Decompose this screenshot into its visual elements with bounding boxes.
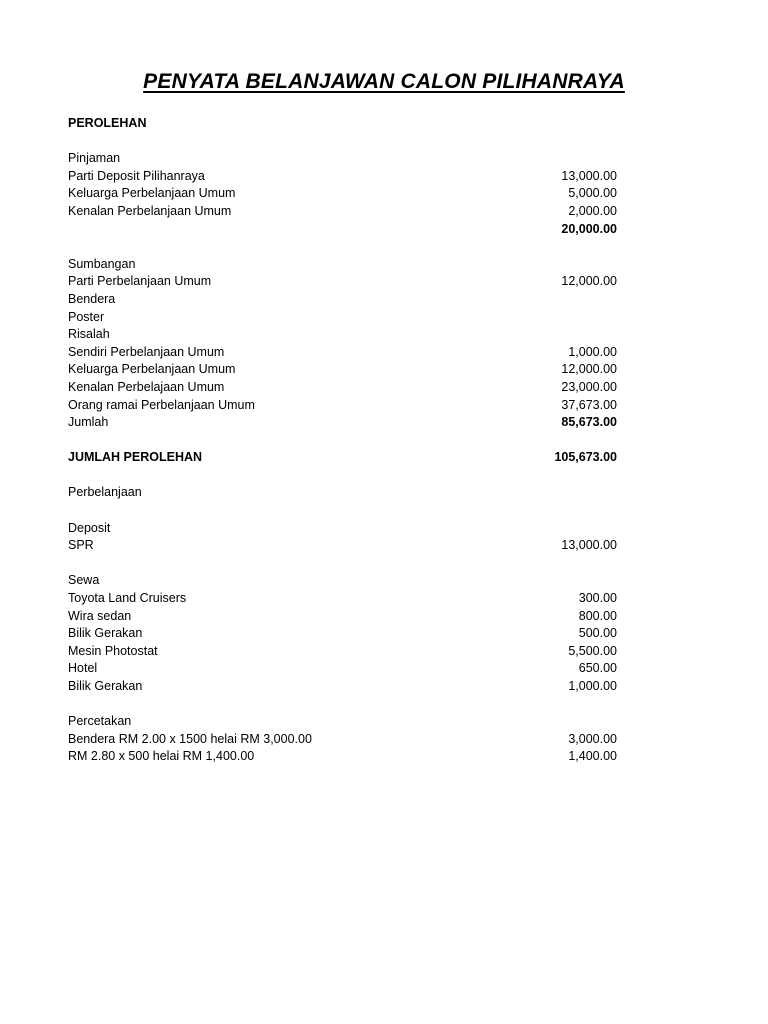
- row-label: Keluarga Perbelanjaan Umum: [68, 186, 236, 201]
- document-title: PENYATA BELANJAWAN CALON PILIHANRAYA: [143, 70, 625, 93]
- spacer: [68, 502, 617, 520]
- statement-row: [68, 414, 617, 432]
- statement-row: [68, 379, 617, 397]
- statement-row: [68, 608, 617, 626]
- row-label: Perbelanjaan: [68, 485, 142, 500]
- row-amount: 5,000.00: [568, 186, 617, 201]
- row-label: Sewa: [68, 573, 100, 588]
- statement-row: [68, 273, 617, 291]
- row-amount: 37,673.00: [561, 397, 617, 412]
- statement-row: [68, 326, 617, 344]
- row-label: Percetakan: [68, 714, 132, 729]
- statement-row: [68, 590, 617, 608]
- row-amount: 13,000.00: [561, 538, 617, 553]
- row-label: Poster: [68, 309, 105, 324]
- row-label: PEROLEHAN: [68, 116, 147, 130]
- row-amount: 1,000.00: [568, 344, 617, 359]
- row-label: Parti Deposit Pilihanraya: [68, 168, 205, 183]
- row-amount: 85,673.00: [561, 415, 617, 430]
- row-amount: 105,673.00: [554, 450, 617, 465]
- row-amount: 800.00: [578, 608, 617, 623]
- statement-row: [68, 115, 617, 133]
- row-label: Kenalan Perbelajaan Umum: [68, 379, 225, 394]
- row-label: Hotel: [68, 661, 98, 676]
- spacer: [68, 555, 617, 573]
- statement-row: [68, 748, 617, 766]
- row-label: Parti Perbelanjaan Umum: [68, 274, 212, 289]
- statement-row: [68, 309, 617, 327]
- row-label: Mesin Photostat: [68, 643, 158, 658]
- row-amount: 650.00: [578, 661, 617, 676]
- row-label: Orang ramai Perbelanjaan Umum: [68, 397, 255, 412]
- statement-row: [68, 256, 617, 274]
- budget-statement: [68, 115, 617, 766]
- row-label: Toyota Land Cruisers: [68, 591, 187, 606]
- row-amount: 1,000.00: [568, 679, 617, 693]
- statement-row: [68, 520, 617, 538]
- row-amount: 3,000.00: [568, 731, 617, 746]
- row-label: Bilik Gerakan: [68, 679, 143, 693]
- row-amount: 500.00: [578, 626, 617, 641]
- statement-row: [68, 397, 617, 415]
- row-label: Sumbangan: [68, 256, 136, 271]
- row-amount: 2,000.00: [568, 203, 617, 218]
- statement-row: [68, 484, 617, 502]
- spacer: [68, 432, 617, 450]
- row-label: RM 2.80 x 500 helai RM 1,400.00: [68, 749, 255, 764]
- row-label: Bilik Gerakan: [68, 626, 143, 641]
- row-amount: 1,400.00: [568, 749, 617, 764]
- row-label: Sendiri Perbelanjaan Umum: [68, 344, 225, 359]
- statement-row: [68, 344, 617, 362]
- row-label: Risalah: [68, 327, 110, 342]
- row-label: Keluarga Perbelanjaan Umum: [68, 362, 236, 377]
- row-label: SPR: [68, 538, 94, 553]
- statement-row: [68, 643, 617, 661]
- row-amount: 5,500.00: [568, 643, 617, 658]
- statement-row: [68, 361, 617, 379]
- row-label: Wira sedan: [68, 608, 132, 623]
- statement-row: [68, 537, 617, 555]
- row-label: Kenalan Perbelanjaan Umum: [68, 203, 232, 218]
- row-amount: 300.00: [578, 591, 617, 606]
- row-amount: 12,000.00: [561, 274, 617, 289]
- row-label: Jumlah: [68, 415, 109, 430]
- statement-row: [68, 660, 617, 678]
- row-label: Pinjaman: [68, 151, 121, 166]
- row-amount: 23,000.00: [561, 379, 617, 394]
- row-amount: 20,000.00: [561, 221, 617, 236]
- row-label: Deposit: [68, 520, 111, 535]
- statement-row: [68, 449, 617, 467]
- statement-row: [68, 713, 617, 731]
- row-amount: 12,000.00: [561, 362, 617, 377]
- row-label: Bendera: [68, 291, 116, 306]
- row-amount: 13,000.00: [561, 168, 617, 183]
- row-label: JUMLAH PEROLEHAN: [68, 450, 203, 465]
- statement-row: [68, 185, 617, 203]
- statement-row: [68, 625, 617, 643]
- spacer: [68, 133, 617, 151]
- statement-row: [68, 203, 617, 221]
- statement-row: [68, 678, 617, 696]
- spacer: [68, 696, 617, 714]
- spacer: [68, 238, 617, 256]
- statement-row: [68, 731, 617, 749]
- statement-row: [68, 168, 617, 186]
- statement-row: [68, 150, 617, 168]
- statement-row: [68, 572, 617, 590]
- row-label: Bendera RM 2.00 x 1500 helai RM 3,000.00: [68, 731, 312, 746]
- statement-row: [68, 221, 617, 239]
- spacer: [68, 467, 617, 485]
- statement-row: [68, 291, 617, 309]
